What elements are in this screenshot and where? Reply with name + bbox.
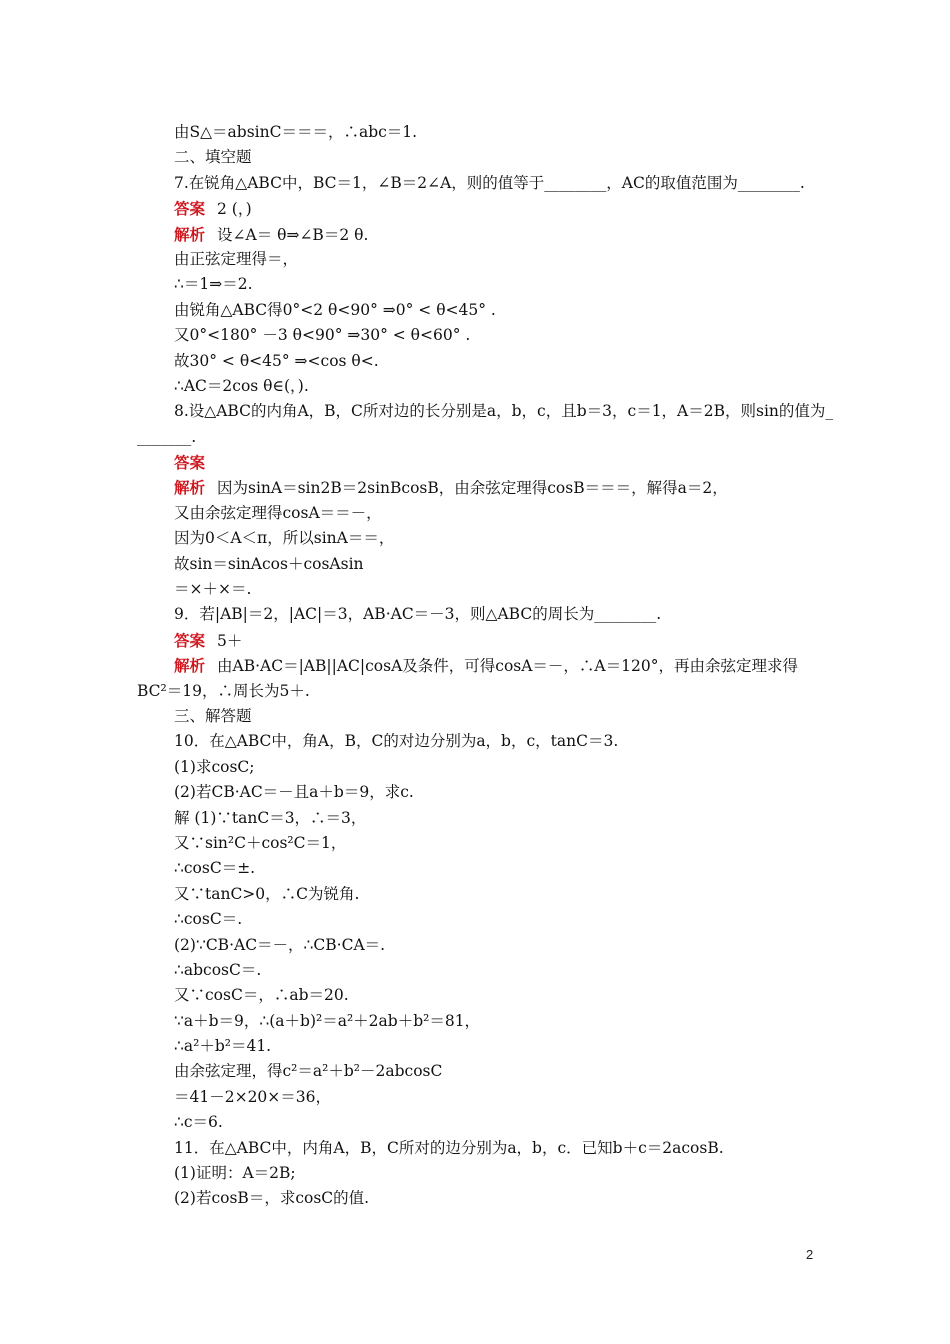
text-line bbox=[0, 679, 950, 704]
answer-label: 解析 bbox=[174, 478, 206, 498]
line-text: 2 (，) bbox=[217, 200, 252, 219]
text-line bbox=[0, 831, 950, 856]
text-line bbox=[0, 1034, 950, 1059]
line-text: 又由余弦定理得cosA＝＝－， bbox=[174, 503, 382, 522]
line-text: 故30° < θ<45° ⇒<cos θ<. bbox=[174, 351, 379, 370]
text-line bbox=[0, 120, 950, 145]
line-text: 因为sinA＝sin2B＝2sinBcosB，由余弦定理得cosB＝＝＝，解得a＝2， bbox=[217, 479, 728, 498]
line-text: 8.设△ABC的内角A，B，C所对边的长分别是a，b，c，且b＝3，c＝1，A＝2B，则sin的值为_ bbox=[174, 402, 834, 421]
line-text: 由锐角△ABC得0°<2 θ<90° ⇒0° < θ<45° . bbox=[174, 300, 496, 319]
line-text: ∴cosC＝. bbox=[174, 910, 243, 929]
text-line bbox=[0, 933, 950, 958]
text-line bbox=[0, 806, 950, 831]
text-line bbox=[0, 145, 950, 170]
text-line bbox=[0, 1110, 950, 1135]
text-line bbox=[0, 196, 950, 221]
line-text: (1)求cosC; bbox=[174, 757, 255, 776]
text-line bbox=[0, 602, 950, 627]
text-line bbox=[0, 298, 950, 323]
text-line bbox=[0, 475, 950, 500]
text-line bbox=[0, 1136, 950, 1161]
line-text: 7.在锐角△ABC中，BC＝1，∠B＝2∠A，则的值等于________，AC的取值范围为________. bbox=[174, 173, 805, 192]
line-text: ∴＝1⇒＝2. bbox=[174, 275, 253, 294]
text-line bbox=[0, 628, 950, 653]
text-line bbox=[0, 1161, 950, 1186]
answer-label: 解析 bbox=[174, 224, 206, 244]
text-line bbox=[0, 704, 950, 729]
line-text: 10．在△ABC中，角A，B，C的对边分别为a，b，c，tanC＝3. bbox=[174, 732, 619, 751]
text-line bbox=[0, 374, 950, 399]
line-text: ＝41－2×20×＝36， bbox=[174, 1087, 332, 1106]
text-line bbox=[0, 323, 950, 348]
answer-label: 答案 bbox=[174, 630, 206, 650]
line-text: ∴AC＝2cos θ∈(，). bbox=[174, 376, 309, 395]
text-line bbox=[0, 399, 950, 424]
line-text: 因为0＜A＜π，所以sinA＝＝， bbox=[174, 529, 395, 548]
text-line bbox=[0, 526, 950, 551]
text-line bbox=[0, 653, 950, 678]
text-line bbox=[0, 501, 950, 526]
page-number: 2 bbox=[806, 1247, 814, 1262]
text-line bbox=[0, 272, 950, 297]
text-line bbox=[0, 1009, 950, 1034]
line-text: (2)若cosB＝，求cosC的值. bbox=[174, 1189, 370, 1208]
text-line bbox=[0, 450, 950, 475]
answer-label: 答案 bbox=[174, 453, 206, 473]
text-line bbox=[0, 856, 950, 881]
line-text: 又∵tanC>0，∴C为锐角. bbox=[174, 884, 360, 903]
text-line bbox=[0, 247, 950, 272]
line-text: (1)证明：A＝2B; bbox=[174, 1164, 296, 1183]
line-text: 故sin＝sinAcos＋cosAsin bbox=[174, 554, 364, 573]
line-text: 三、解答题 bbox=[174, 706, 252, 725]
line-text: ∴c＝6. bbox=[174, 1113, 223, 1132]
line-text: 5＋ bbox=[217, 631, 243, 650]
line-text: _______. bbox=[137, 427, 197, 446]
line-text: BC²＝19，∴周长为5＋. bbox=[137, 681, 310, 700]
answer-label: 答案 bbox=[174, 199, 206, 219]
text-line bbox=[0, 958, 950, 983]
text-line bbox=[0, 425, 950, 450]
line-text: 由余弦定理，得c²＝a²＋b²－2abcosC bbox=[174, 1062, 443, 1081]
document-body bbox=[0, 120, 950, 1212]
text-line bbox=[0, 729, 950, 754]
text-line bbox=[0, 577, 950, 602]
text-line bbox=[0, 349, 950, 374]
text-line bbox=[0, 1059, 950, 1084]
text-line bbox=[0, 1085, 950, 1110]
text-line bbox=[0, 907, 950, 932]
line-text: (2)∵CB·AC＝－，∴CB·CA＝. bbox=[174, 935, 386, 954]
text-line bbox=[0, 171, 950, 196]
text-line bbox=[0, 983, 950, 1008]
text-line bbox=[0, 882, 950, 907]
text-line bbox=[0, 780, 950, 805]
text-line bbox=[0, 222, 950, 247]
line-text: (2)若CB·AC＝－且a＋b＝9，求c. bbox=[174, 783, 414, 802]
line-text: 又∵sin²C＋cos²C＝1， bbox=[174, 833, 347, 852]
line-text: 解 (1)∵tanC＝3，∴＝3， bbox=[174, 808, 367, 827]
line-text: 二、填空题 bbox=[174, 148, 252, 167]
line-text: ∴cosC＝±. bbox=[174, 859, 256, 878]
line-text: 由AB·AC＝|AB||AC|cosA及条件，可得cosA＝－，∴A＝120°，再由余弦定理求得 bbox=[217, 657, 798, 676]
line-text: ∴abcosC＝. bbox=[174, 960, 262, 979]
answer-label: 解析 bbox=[174, 656, 206, 676]
line-text: ∴a²＋b²＝41. bbox=[174, 1037, 272, 1056]
line-text: 又∵cosC＝，∴ab＝20. bbox=[174, 986, 349, 1005]
line-text: ＝×＋×＝. bbox=[174, 580, 252, 599]
line-text: 9．若|AB|＝2，|AC|＝3，AB·AC＝－3，则△ABC的周长为________. bbox=[174, 605, 662, 624]
line-text: 又0°<180° －3 θ<90° ⇒30° < θ<60° . bbox=[174, 326, 471, 345]
line-text: 由正弦定理得＝， bbox=[174, 249, 299, 268]
text-line bbox=[0, 1186, 950, 1211]
text-line bbox=[0, 755, 950, 780]
line-text: 由S△＝absinC＝＝＝，∴abc＝1. bbox=[174, 123, 418, 141]
line-text: 11．在△ABC中，内角A，B，C所对的边分别为a，b，c．已知b＋c＝2acosB. bbox=[174, 1138, 724, 1157]
line-text: ∵a＋b＝9，∴(a＋b)²＝a²＋2ab＋b²＝81， bbox=[174, 1011, 481, 1030]
line-text: 设∠A＝ θ⇒∠B＝2 θ. bbox=[217, 225, 369, 244]
text-line bbox=[0, 552, 950, 577]
